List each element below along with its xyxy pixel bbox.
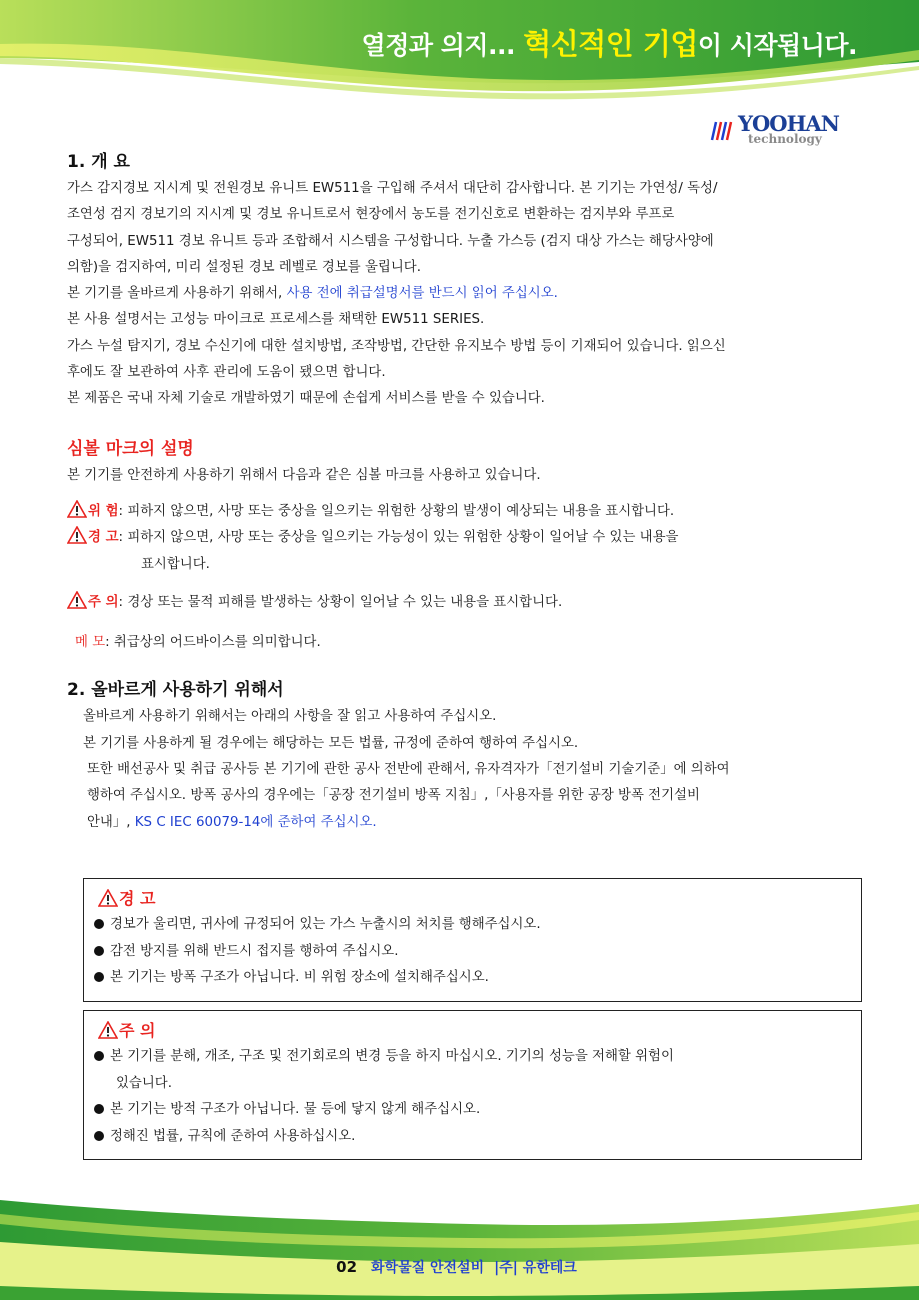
caution-box bbox=[83, 1010, 862, 1160]
section2-line-2: 본 기기를 사용하게 될 경우에는 해당하는 모든 법률, 규정에 준하여 행하여 주십시오. bbox=[83, 735, 579, 751]
bullet-icon bbox=[94, 919, 104, 929]
warning-label: 경 고 bbox=[88, 530, 119, 546]
caution-item-text: 정해진 법률, 규칙에 준하여 사용하십시오. bbox=[110, 1128, 356, 1144]
warning-item-text: 감전 방지를 위해 반드시 접지를 행하여 주십시오. bbox=[110, 943, 399, 959]
caution-item-text: 본 기기를 분해, 개조, 구조 및 전기회로의 변경 등을 하지 마십시오. 기기의 성능을 저해할 위험이 bbox=[110, 1049, 674, 1064]
section1-line-3: 구성되어, EW511 경보 유니트 등과 조합해서 시스템을 구성합니다. 누출 가스등 (검지 대상 가스는 해당사양에 bbox=[67, 233, 714, 249]
warning-item-text: 경보가 울리면, 귀사에 규정되어 있는 가스 누출시의 처치를 행해주십시오. bbox=[110, 917, 541, 932]
main-content bbox=[67, 150, 867, 836]
section1-line-2: 조연성 검지 경보기의 지시계 및 경보 유니트로서 현장에서 농도를 전기신호로 변환하는 검지부와 루프로 bbox=[67, 207, 675, 223]
section1-line-7: 가스 누설 탐지기, 경보 수신기에 대한 설치방법, 조작방법, 간단한 유지보수 방법 등이 기재되어 있습니다. 읽으신 bbox=[67, 338, 726, 354]
symbol-danger bbox=[67, 499, 867, 525]
caution-text: : 경상 또는 물적 피해를 발생하는 상황이 일어날 수 있는 내용을 표시합니다. bbox=[118, 594, 563, 610]
list-item bbox=[94, 1097, 861, 1124]
section1-line-5 bbox=[67, 281, 867, 307]
section2-line-5 bbox=[83, 810, 867, 836]
section1-body bbox=[67, 176, 867, 413]
warning-item-text: 본 기기는 방폭 구조가 아닙니다. 비 위험 장소에 설치해주십시오. bbox=[110, 970, 489, 985]
bullet-icon bbox=[94, 1131, 104, 1141]
caution-label: 주 의 bbox=[88, 594, 119, 610]
list-item bbox=[94, 1044, 861, 1071]
section1-line-9: 본 제품은 국내 자체 기술로 개발하였기 때문에 손쉽게 서비스를 받을 수 있습니다. bbox=[67, 391, 545, 407]
symbols-title: 심볼 마크의 설명 bbox=[67, 438, 194, 459]
list-item bbox=[94, 1124, 861, 1151]
danger-label: 위 험 bbox=[88, 503, 119, 519]
line5-prefix: 본 기기를 올바르게 사용하기 위해서, bbox=[67, 286, 287, 302]
warning-triangle-icon bbox=[67, 591, 87, 609]
section1-title: 1. 개 요 bbox=[67, 152, 130, 172]
company-logo bbox=[706, 110, 856, 150]
bullet-icon bbox=[94, 1051, 104, 1061]
section2-title: 2. 올바르게 사용하기 위해서 bbox=[67, 680, 284, 701]
list-item bbox=[94, 939, 861, 966]
logo-subtitle: technology bbox=[748, 132, 822, 146]
section2-line-3: 또한 배선공사 및 취급 공사등 본 기기에 관한 공사 전반에 관해서, 유자격자가「전기설비 기술기준」에 의하여 bbox=[87, 762, 730, 778]
warning-triangle-icon bbox=[67, 500, 87, 518]
slogan-suffix: 이 시작됩니다. bbox=[697, 31, 857, 60]
danger-text: : 피하지 않으면, 사망 또는 중상을 일으키는 위험한 상황의 발생이 예상되는 내용을 표시합니다. bbox=[118, 503, 675, 519]
section1-line-4: 의함)을 검지하여, 미리 설정된 경보 레벨로 경보를 울립니다. bbox=[67, 259, 421, 275]
section2-body bbox=[67, 704, 867, 835]
logo-stripes-icon bbox=[706, 116, 736, 146]
list-item bbox=[94, 965, 861, 992]
memo-text: : 취급상의 어드바이스를 의미합니다. bbox=[105, 635, 321, 651]
symbols-intro: 본 기기를 안전하게 사용하기 위해서 다음과 같은 심볼 마크를 사용하고 있습니다. bbox=[67, 467, 541, 483]
warning-box-header bbox=[84, 879, 861, 911]
list-item-cont: 있습니다. bbox=[116, 1075, 172, 1091]
bullet-icon bbox=[94, 1104, 104, 1114]
caution-box-header bbox=[84, 1011, 861, 1043]
warning-box bbox=[83, 878, 862, 1002]
warning-triangle-icon bbox=[98, 889, 118, 907]
footer bbox=[0, 1257, 919, 1277]
list-item bbox=[94, 912, 861, 939]
section2-line-4: 행하여 주십시오. 방폭 공사의 경우에는「공장 전기설비 방폭 지침」,「사용자를 위한 공장 방폭 전기설비 bbox=[87, 788, 700, 804]
header-slogan bbox=[362, 22, 857, 63]
section1-line-8: 후에도 잘 보관하여 사후 관리에 도움이 됐으면 합니다. bbox=[67, 365, 386, 381]
warning-triangle-icon bbox=[98, 1021, 118, 1039]
memo-label: 메 모 bbox=[75, 635, 106, 651]
footer-company: |주| 유한테크 bbox=[494, 1260, 577, 1276]
section1-line-6: 본 사용 설명서는 고성능 마이크로 프로세스를 채택한 EW511 SERIES. bbox=[67, 312, 485, 328]
warning-box-list bbox=[84, 911, 861, 992]
slogan-prefix: 열정과 의지... bbox=[361, 31, 524, 60]
warning-triangle-icon bbox=[67, 526, 87, 544]
caution-box-list bbox=[84, 1043, 861, 1150]
footer-banner bbox=[0, 1190, 919, 1300]
page-number: 02 bbox=[336, 1258, 358, 1276]
line5-notice: 사용 전에 취급설명서를 반드시 읽어 주십시오. bbox=[286, 286, 558, 302]
section2-last-prefix: 안내」, bbox=[87, 814, 135, 830]
section2-line-1: 올바르게 사용하기 위해서는 아래의 사항을 잘 읽고 사용하여 주십시오. bbox=[83, 709, 497, 725]
caution-item-text: 본 기기는 방적 구조가 아닙니다. 물 등에 닿지 않게 해주십시오. bbox=[110, 1102, 481, 1117]
slogan-highlight: 혁신적인 기업 bbox=[523, 27, 698, 61]
bullet-icon bbox=[94, 972, 104, 982]
caution-box-title: 주 의 bbox=[119, 1021, 156, 1040]
section2-standard: KS C IEC 60079-14에 준하여 주십시오. bbox=[134, 814, 377, 830]
symbol-warning bbox=[67, 525, 867, 551]
warning-box-title: 경 고 bbox=[119, 889, 156, 908]
symbol-warning-cont: 표시합니다. bbox=[141, 556, 210, 572]
symbol-memo bbox=[67, 630, 867, 656]
footer-category: 화학물질 안전설비 bbox=[371, 1260, 485, 1276]
bullet-icon bbox=[94, 946, 104, 956]
warning-text: : 피하지 않으면, 사망 또는 중상을 일으키는 가능성이 있는 위험한 상황이 일어날 수 있는 내용을 bbox=[118, 530, 679, 546]
symbol-caution bbox=[67, 590, 867, 616]
section1-line-1: 가스 감지경보 지시계 및 전원경보 유니트 EW511을 구입해 주셔서 대단히 감사합니다. 본 기기는 가연성/ 독성/ bbox=[67, 181, 718, 196]
logo-name: YOOHAN bbox=[738, 111, 839, 136]
